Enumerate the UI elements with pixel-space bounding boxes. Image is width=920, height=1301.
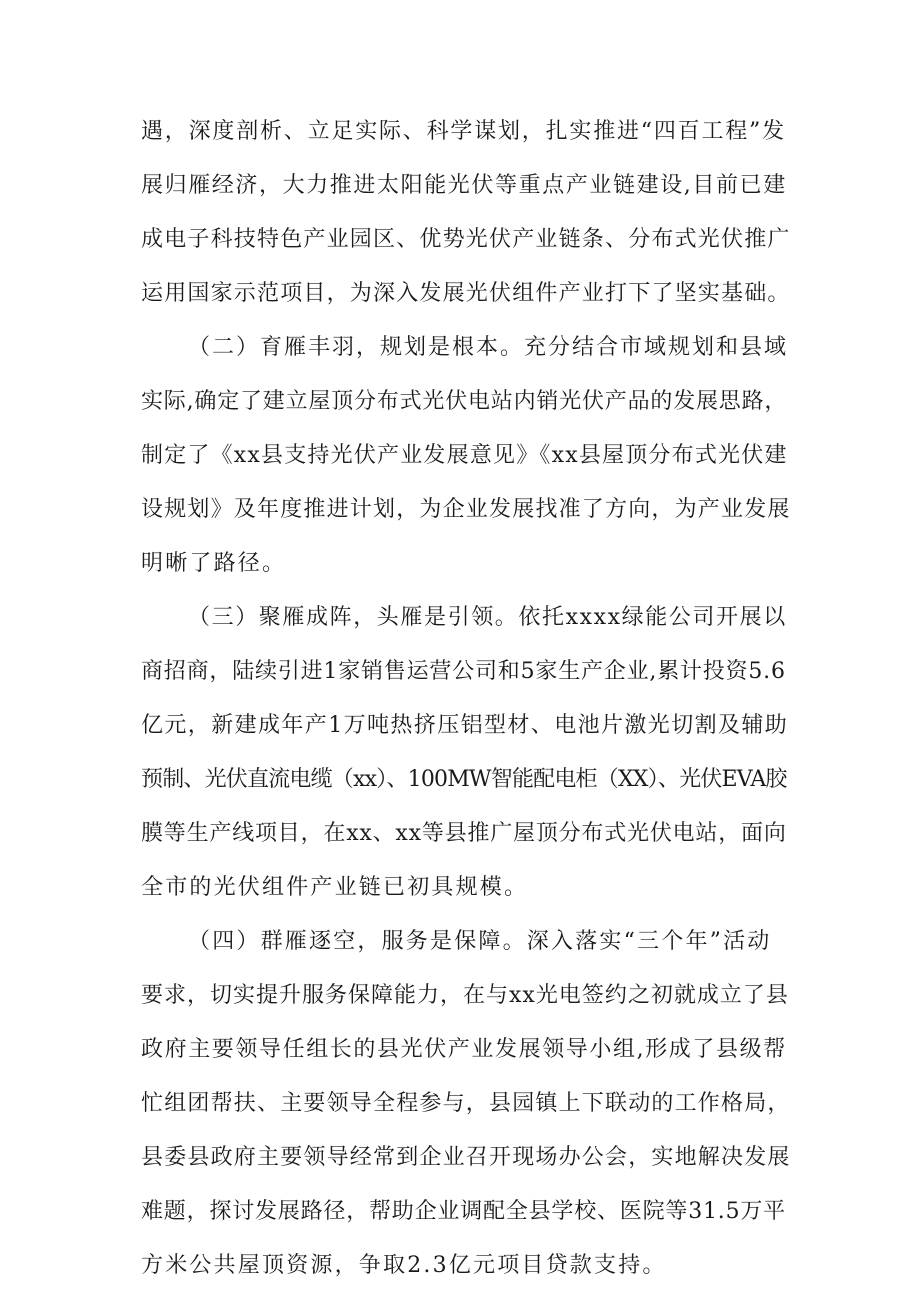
text-line: 膜等生产线项目，在xx、xx等县推广屋顶分布式光伏电站，面向: [141, 821, 787, 846]
text-line: 商招商，陆续引进1家销售运营公司和5家生产企业,累计投资5.6: [141, 659, 786, 684]
text-line: 明晰了路径。: [141, 551, 287, 576]
text-line: 展归雁经济，大力推进太阳能光伏等重点产业链建设,目前已建: [141, 173, 787, 198]
text-line: 忙组团帮扶、主要领导全程参与，县园镇上下联动的工作格局，: [141, 1091, 791, 1116]
text-line: 遇，深度剖析、立足实际、科学谋划，扎实推进“四百工程”发: [141, 119, 786, 144]
section-2-heading-line: （二）育雁丰羽，规划是根本。充分结合市域规划和县域: [188, 335, 789, 360]
text-line: 政府主要领导任组长的县光伏产业发展领导小组,形成了县级帮: [141, 1037, 787, 1062]
text-line: 运用国家示范项目，为深入发展光伏组件产业打下了坚实基础。: [141, 281, 791, 306]
section-4-heading-line: （四）群雁逐空，服务是保障。深入落实“三个年”活动: [188, 929, 772, 954]
text-line: 县委县政府主要领导经常到企业召开现场办公会，实地解决发展: [141, 1145, 791, 1170]
text-line: 要求，切实提升服务保障能力，在与xx光电签约之初就成立了县: [141, 983, 789, 1008]
text-line: 实际,确定了建立屋顶分布式光伏电站内销光伏产品的发展思路，: [141, 389, 788, 414]
text-line: 设规划》及年度推进计划，为企业发展找准了方向，为产业发展: [141, 497, 791, 522]
text-line: 制定了《xx县支持光伏产业发展意见》《xx县屋顶分布式光伏建: [141, 443, 788, 468]
text-line: 全市的光伏组件产业链已初具规模。: [141, 875, 529, 900]
text-line: 成电子科技特色产业园区、优势光伏产业链条、分布式光伏推广: [141, 227, 791, 252]
text-line: 预制、光伏直流电缆（xx）、100MW智能配电柜（XX）、光伏EVA胶: [141, 767, 787, 792]
section-3-heading-line: （三）聚雁成阵，头雁是引领。依托xxxx绿能公司开展以: [188, 605, 787, 630]
text-line: 方米公共屋顶资源，争取2.3亿元项目贷款支持。: [141, 1253, 667, 1278]
text-line: 亿元，新建成年产1万吨热挤压铝型材、电池片激光切割及辅助: [141, 713, 789, 738]
text-line: 难题，探讨发展路径，帮助企业调配全县学校、医院等31.5万平: [141, 1199, 786, 1224]
